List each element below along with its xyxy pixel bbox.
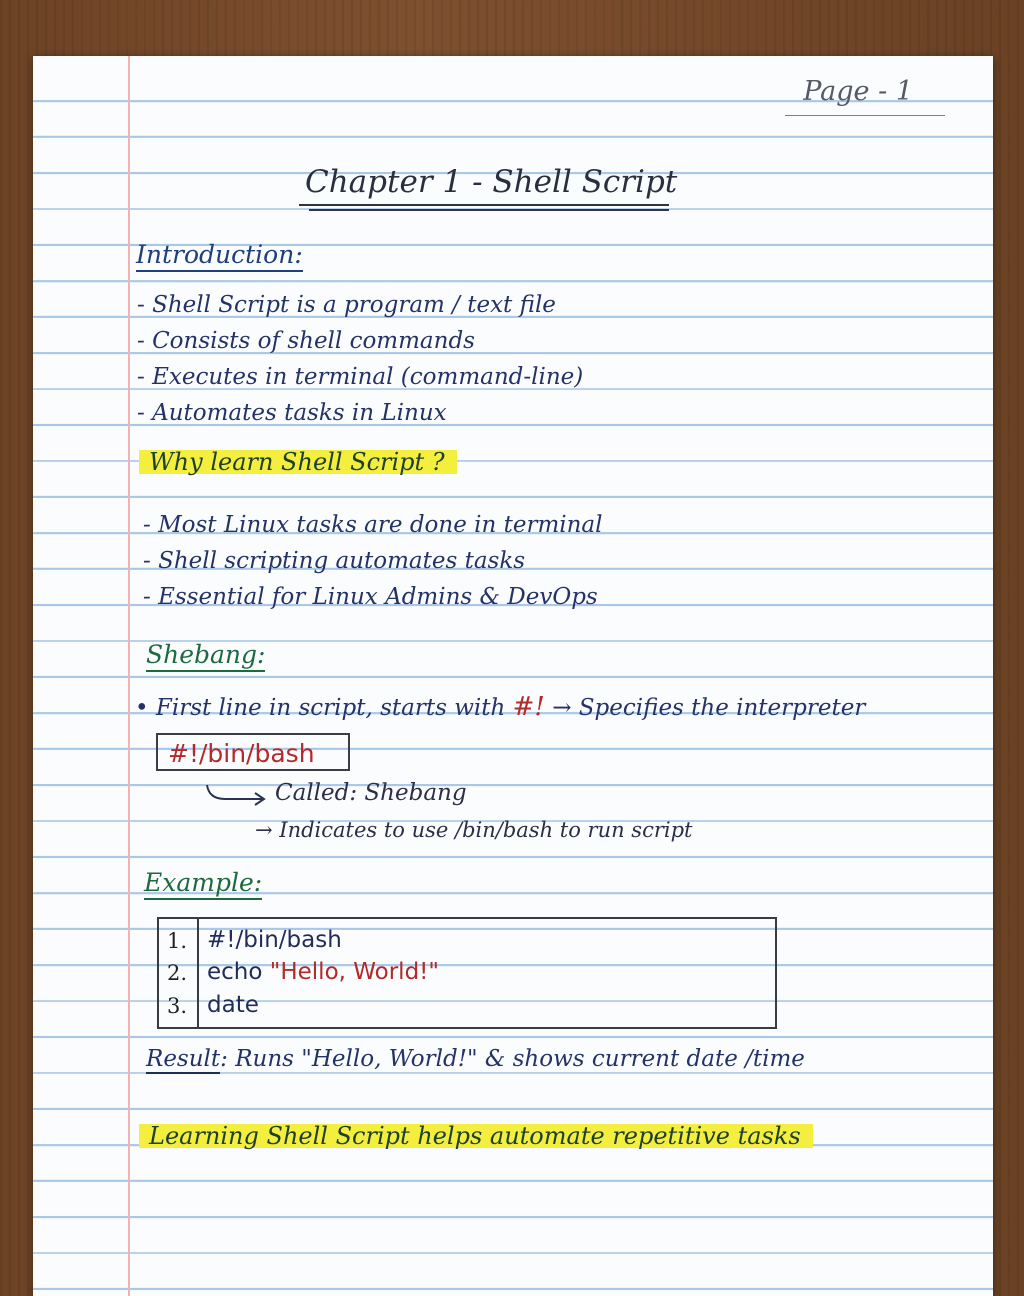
- code-line-number: 2.: [167, 961, 188, 985]
- conclusion-highlight: Learning Shell Script helps automate repetitive tasks: [139, 1120, 813, 1152]
- introduction-heading: Introduction:: [136, 240, 303, 272]
- shebang-symbol: #!: [512, 692, 545, 722]
- page-number-underline: [785, 115, 945, 116]
- shebang-bullet-text: First line in script, starts with: [155, 695, 506, 721]
- title-underline: [299, 204, 669, 206]
- intro-item-4: - Automates tasks in Linux: [137, 400, 447, 426]
- shebang-called: Called: Shebang: [275, 780, 467, 806]
- result-text: : Runs "Hello, World!" & shows current date /time: [220, 1046, 805, 1072]
- why-item-2: - Shell scripting automates tasks: [143, 548, 526, 574]
- bullet-dot: •: [135, 695, 156, 721]
- shebang-code-box: #!/bin/bash: [156, 733, 350, 771]
- margin-line: [128, 56, 130, 1296]
- code-string: "Hello, World!": [269, 959, 439, 985]
- code-line-number-divider: [197, 919, 199, 1027]
- shebang-heading: Shebang:: [146, 640, 265, 672]
- code-line-2: [207, 959, 439, 985]
- page-number: Page - 1: [803, 76, 913, 107]
- title-underline-second: [309, 209, 669, 211]
- why-item-1: - Most Linux tasks are done in terminal: [143, 512, 603, 538]
- why-item-3: - Essential for Linux Admins & DevOps: [143, 584, 598, 610]
- shebang-bullet-suffix: → Specifies the interpreter: [552, 695, 866, 721]
- example-heading: Example:: [144, 868, 262, 900]
- page-title: Chapter 1 - Shell Script: [305, 164, 678, 200]
- intro-item-1: - Shell Script is a program / text file: [137, 292, 556, 318]
- code-line-1: #!/bin/bash: [207, 927, 342, 953]
- hook-arrow-icon: [203, 781, 273, 811]
- code-line-number: 3.: [167, 994, 188, 1018]
- code-block: [157, 917, 777, 1029]
- why-learn-heading: Why learn Shell Script ?: [139, 446, 457, 478]
- shebang-bullet: [135, 692, 865, 722]
- code-line-number: 1.: [167, 929, 188, 953]
- shebang-indicates: → Indicates to use /bin/bash to run script: [255, 818, 693, 842]
- intro-item-2: - Consists of shell commands: [137, 328, 475, 354]
- intro-item-3: - Executes in terminal (command-line): [137, 364, 584, 390]
- code-echo: echo: [207, 959, 263, 985]
- code-line-3: date: [207, 992, 259, 1018]
- result-label: Result: [146, 1046, 221, 1072]
- result-line: [146, 1046, 805, 1072]
- notebook-page: [33, 56, 993, 1296]
